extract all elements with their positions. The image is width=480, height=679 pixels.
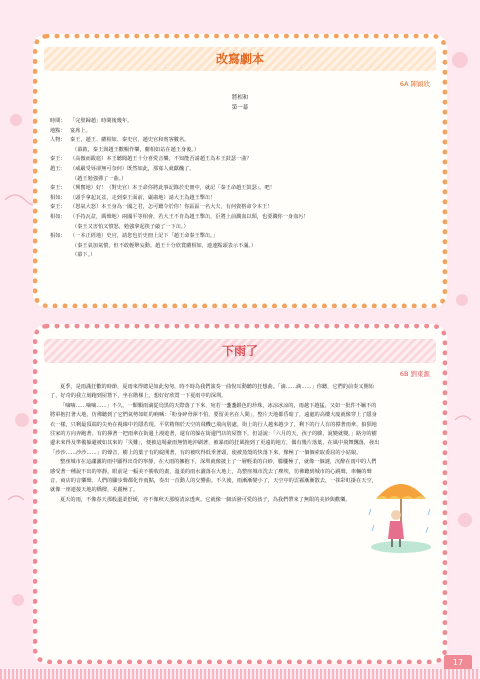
script-text: （秦王又害怕又憤怒，勉強拿起筷子敲了一下缶。）	[72, 223, 189, 230]
script-line	[50, 203, 435, 213]
script-line	[50, 232, 435, 242]
essay-paragraph: 整座城市在這瀟灑的雨中顯得出奇的寧靜，在大雨的擁抱下，深圳就像披上了一層輕柔的白紗，朦朧極了，就像一個謎，沉醉在雨中的人們感受著一種說不出的寧靜。眼前是一幅美不勝收的畫，溫柔的雨水灑落在大地上，為整座城市洗去了塵埃，彷彿聽到城市的心跳聲，車輛的聲音、商店的音樂聲、人們的腳步聲都化作雨點，奏出一首動人的交響曲。不久後，雨漸漸變小了，天空中的雲霧漸漸散去，一抹彩虹掛在天空，就像一座連接天地的橋樑，美麗極了。	[50, 459, 377, 494]
script-text: 「完璧歸趙」時間後幾年。	[70, 118, 133, 124]
script-text: （高傲而跋扈）本王聽聞趙王十分喜愛音樂，不知能否請趙王為本王鼓瑟一曲？	[70, 156, 252, 163]
page-number: 17	[444, 655, 472, 671]
essay-card	[33, 324, 447, 664]
essay-paragraph: 夏天的雨，不像春天那般溫柔舒緩，亦不像秋天那般清涼透爽。它就像一個活潑可愛的孩子，為我們帶來了無限的美妙與歡樂。	[60, 496, 351, 503]
essay-author: 6B 劉東滙	[399, 370, 430, 378]
script-line	[50, 251, 435, 261]
script-line	[50, 136, 435, 146]
script-text: （幕啟，秦王與趙王歡暢作樂，藺相如站在趙王身後。）	[72, 146, 200, 153]
essay-paragraph: 「嘀嘀……嘀嘀……」不久，一顆顆雨滴從烏黑的天際落了下來，宛若一盞盞銀色的珍珠，冰涼冰涼的，雨越下越猛，又如一批件不羈不的將軍抱打著大地，彷彿聽到了它們氣勢如虹的吶喊：「粉身碎骨渾不怕，要留美名在人間」，整片天地都昏暗了，遠處的高樓大廈就像穿上了隱身衣一樣，只剩最頂端的尖角在視線中若隱若現。平常精翔於天空的飛機已飛向別處。街上的行人越來越少了，剩下的行人有的撐著雨傘，狼狽地往家的方向奔跑著，有的揮著一把雨傘在街邊上漫遊著，還有的躲在街邊門店的屋簷下。但話說：「六月的天，孩子的臉，說變就變。」路旁的樹邊未來得及準備躲避被如其來的「災難」，便被這場豪雨無情地沖刷著，被暴雨的狂風拖到了更遠的地方，偶有幾片落葉，在風中飛舞飄落，發出「沙沙……沙沙……」的聲音，樹上的葉子有的綻開著，有的被吹得低垂著頭，使被蒸殼的快落下來，像極了一個個索取委屈的小姑娘。	[50, 402, 380, 456]
script-text: （興奮地）好！（對史官）本王命你將此事記錄於史冊中，就記「秦王命趙王鼓瑟」。吧！	[70, 185, 275, 192]
footer-border	[0, 669, 480, 679]
script-text: （趙王勉強彈了一曲。）	[72, 175, 127, 182]
script-speaker: 相如：	[50, 194, 66, 201]
script-line	[50, 165, 435, 175]
script-speaker: 人物：	[50, 137, 66, 144]
script-speaker: 時間：	[50, 118, 66, 124]
essay-title: 下雨了	[44, 339, 436, 363]
script-line	[50, 175, 435, 185]
play-script	[50, 117, 435, 261]
script-line	[50, 117, 435, 127]
essay-paragraph: 夏季，是雨滿狂歡的時節，夏雨來得總是如此匆匆，時不時為我們演奏一曲悅耳動聽的狂想曲。「滴……滴……」你聽，它們的前奏又開始了，好奇的我立刻跑到屋簷下，坐在階梯上，想好好欣賞一下夏雨中的深圳。	[50, 384, 374, 400]
script-text: （一本正經地）史官，請您也於史冊上記下「趙王命秦王擊缶。」	[70, 233, 218, 240]
essay-body	[50, 383, 380, 505]
script-speaker: 相如：	[50, 213, 66, 220]
play-title: 改寫劇本	[44, 47, 436, 71]
girl-with-umbrella-illustration	[366, 459, 436, 559]
script-speaker: 地點：	[50, 127, 66, 134]
script-speaker: 相如：	[50, 233, 66, 240]
script-text: （怒氣大怒）本王身為一國之君，怎可聽令於你！你區區一名大夫，有何資格命令本王！	[70, 204, 273, 211]
play-author: 6A 陳穎欣	[399, 80, 430, 88]
script-text: （頭手拿起瓦盆，走到秦王面前，嚴肅地）請大王為趙王擊缶！	[70, 194, 216, 201]
script-text: （手持瓦盆，厲聲地）兩國平等相會，若大王不肯為趙王擊缶，臣將上前濺血以頸，也要濺你一身血污！	[70, 213, 309, 220]
script-speaker: 秦王：	[50, 156, 66, 163]
play-card	[33, 34, 447, 308]
script-line	[50, 213, 435, 223]
script-text: 宴席上。	[70, 127, 91, 134]
script-text: （秦王氣加氣憤，但不敢輕舉妄動。趙王十分欣賞藺相如，連連點頭表示不滿。）	[72, 242, 257, 249]
script-speaker: 秦王：	[50, 204, 66, 211]
script-speaker: 趙王：	[50, 165, 66, 172]
play-scene: 第一幕	[231, 105, 249, 111]
script-line	[50, 242, 435, 252]
script-speaker: 秦王：	[50, 185, 66, 192]
script-line	[50, 194, 435, 204]
script-text: （幕下。）	[72, 252, 96, 259]
script-line	[50, 127, 435, 137]
script-line	[50, 155, 435, 165]
script-text: 秦王、趙王、藺相如、秦史官、趙史官和賓客數名。	[70, 137, 190, 144]
script-line	[50, 146, 435, 156]
script-line	[50, 223, 435, 233]
play-chapter-title: 將相和	[231, 95, 249, 101]
script-text: （威嚴受辱卻無可奈何）既然如此，那寡人就獻醜了。	[70, 165, 195, 172]
script-line	[50, 184, 435, 194]
